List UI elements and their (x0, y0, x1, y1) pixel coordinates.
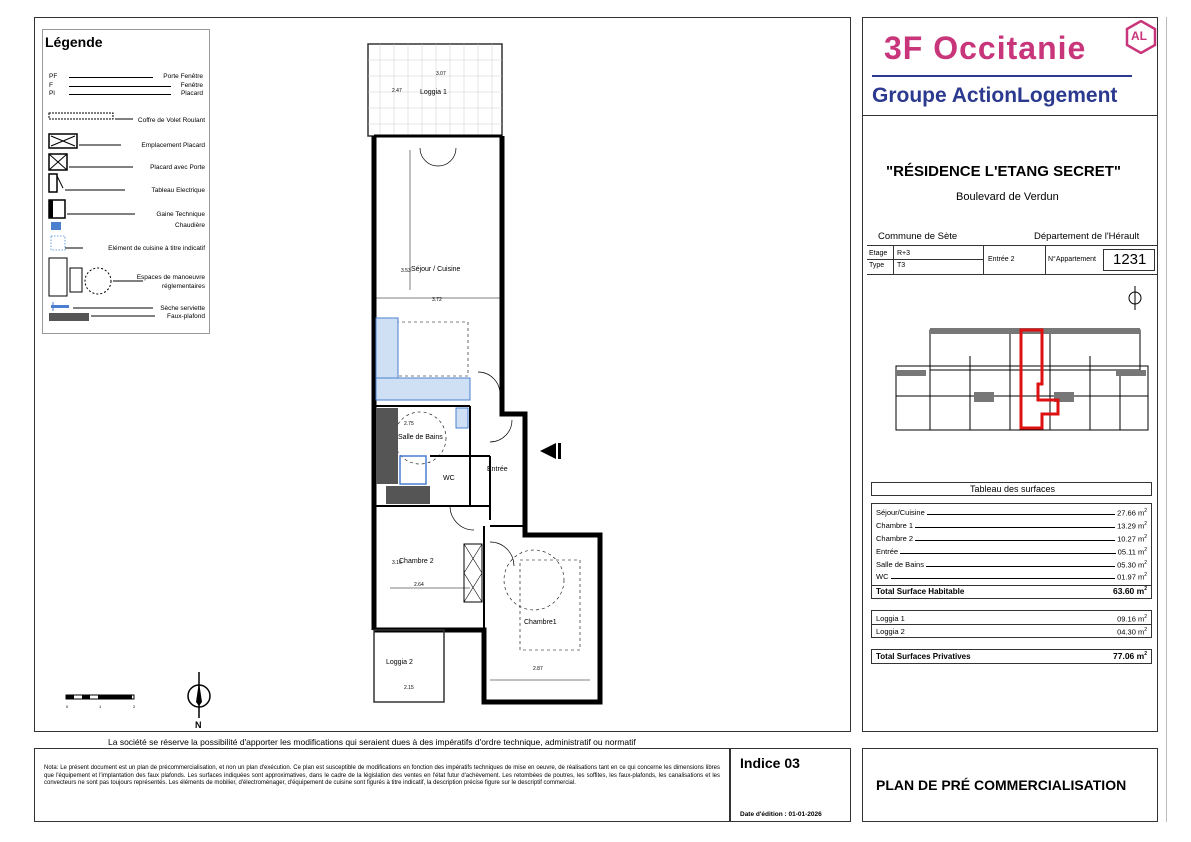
date-edition: Date d'édition : 01-01-2026 (740, 811, 822, 818)
boiler-icon (51, 222, 61, 230)
type-label: Type (869, 262, 885, 269)
brand-group: Groupe ActionLogement (872, 84, 1118, 107)
legend-title: Légende (45, 34, 103, 50)
legend-label: Coffre de Volet Roulant (137, 117, 205, 124)
etage-value: R+3 (897, 250, 911, 257)
legend-label: Gaine Technique (156, 211, 205, 218)
scale-tick: 0 (66, 704, 69, 709)
legend-label: Fenêtre (180, 82, 203, 89)
legend-label: réglementaires (162, 283, 205, 290)
legend-label: Chaudière (175, 222, 205, 229)
brand-name: 3F Occitanie (884, 30, 1087, 66)
room-label: Entrée (487, 466, 508, 473)
brand-badge: AL (1131, 29, 1147, 43)
room-label: Loggia 1 (420, 89, 447, 96)
legend-label: Elément de cuisine à titre indicatif (108, 245, 205, 252)
surfaces-box (871, 503, 1152, 599)
technical-duct-icon (49, 200, 65, 218)
legend-panel (42, 29, 210, 334)
north-compass-icon (186, 672, 212, 722)
footer-title: PLAN DE PRÉ COMMERCIALISATION (876, 777, 1127, 793)
entrance-arrow-icon (540, 443, 564, 459)
north-small-icon (1127, 286, 1143, 318)
scale-bar (64, 694, 144, 704)
surface-row: Chambre 1 13.29 $m^2$ (876, 521, 1147, 531)
room-dim: 2.64 (414, 582, 424, 588)
room-label: Chambre1 (524, 619, 557, 626)
room-label: Loggia 2 (386, 659, 413, 666)
appt-number: 1231 (1113, 251, 1147, 268)
electrical-panel-icon (49, 174, 63, 192)
disclaimer: La société se réserve la possibilité d'apporter les modifications qui seraient dues à des impératifs d'ordre technique, administratif ou normatif (108, 737, 636, 747)
scale-tick: 2 (133, 704, 136, 709)
total-privatives-label: Total Surfaces Privatives (876, 652, 971, 661)
room-label: Salle de Bains (398, 434, 443, 441)
surface-row: Salle de Bains 05.30 $m^2$ (876, 560, 1147, 570)
room-label: Séjour / Cuisine (411, 266, 461, 273)
total-privatives-value: 77.06 $m^2$ (1113, 651, 1147, 661)
legend-label: Placard avec Porte (150, 164, 205, 171)
surface-row: Chambre 2 10.27 $m^2$ (876, 534, 1147, 544)
room-label: Chambre 2 (399, 558, 434, 565)
scale-tick: 1 (99, 704, 102, 709)
room-dim: 3.53 (401, 268, 411, 274)
legend-label: Emplacement Placard (141, 142, 205, 149)
room-label: WC (443, 475, 455, 482)
total-privatives-box (871, 649, 1152, 664)
manoeuvre-space-icon (49, 258, 111, 296)
room-dim: 2.75 (404, 421, 414, 427)
commune: Commune de Sète (878, 231, 958, 242)
legend-code: PF (49, 73, 58, 80)
loggias-box (871, 610, 1152, 638)
key-plan (890, 326, 1152, 434)
legend-label: Placard (180, 90, 203, 97)
north-label: N (195, 720, 202, 730)
loggia-row: Loggia 1 09.16 $m^2$ (876, 614, 1147, 624)
departement: Département de l'Hérault (1034, 231, 1140, 242)
total-habitable-label: Total Surface Habitable (876, 587, 965, 596)
surface-row: Entrée 05.11 $m^2$ (876, 547, 1147, 557)
legend-label: Porte Fenêtre (163, 73, 203, 80)
project-title: "RÉSIDENCE L'ETANG SECRET" (886, 163, 1122, 180)
room-dim: 2.47 (392, 88, 402, 94)
surface-row: Séjour/Cuisine 27.66 $m^2$ (876, 508, 1147, 518)
legend-code: F (49, 82, 53, 89)
floor-plan (360, 40, 610, 710)
loggia-row: Loggia 2 04.30 $m^2$ (876, 627, 1147, 637)
legend-code: Pl (49, 90, 55, 97)
room-dim: 3.07 (436, 71, 446, 77)
etage-label: Etage (869, 250, 888, 257)
total-habitable-value: 63.60 $m^2$ (1113, 586, 1147, 596)
closet-door-icon (49, 154, 67, 170)
legend-label: Faux-plafond (167, 313, 205, 320)
kitchen-element-icon (51, 236, 65, 250)
legend-label: Espaces de manoeuvre (136, 274, 205, 281)
closet-location-icon (49, 134, 77, 148)
surface-row: WC 01.97 $m^2$ (876, 572, 1147, 582)
indice: Indice 03 (740, 755, 800, 771)
surfaces-title: Tableau des surfaces (970, 484, 1056, 494)
project-address: Boulevard de Verdun (956, 191, 1059, 203)
appt-label: N°Appartement (1048, 256, 1096, 263)
room-dim: 2.15 (404, 685, 414, 691)
false-ceiling-icon (49, 313, 89, 321)
legend-label: Sèche serviette (160, 305, 205, 312)
room-dim: 3.72 (432, 297, 442, 303)
room-dim: 3.16 (392, 560, 402, 566)
room-dim: 2.87 (533, 666, 543, 672)
note-text: Nota: Le présent document est un plan de précommercialisation, et non un plan d'exécution. Ce plan est susceptible de modifications en fonction des impératifs techniques de mise en oeuvre, de réalisations tant en ce qui concerne les dimensions libres que l'équipement et l'implantation des faux plafonds. Les surfaces indiquées sont approximatives, dans le cadre de la législation des ventes en l'état futur d'achèvement. Les retombées de poutres, les soffites, les faux-plafonds, les canalisations et les convecteurs ne sont pas toujours représentés. Les éléments de mobilier, d'électroménager, d'équipement de cuisine sont figurés à titre indicatif, la description précise figure sur le descriptif commercial. (44, 765, 720, 786)
legend-label: Tableau Electrique (151, 187, 205, 194)
type-value: T3 (897, 262, 906, 269)
entree-value: Entrée 2 (988, 256, 1015, 263)
shutter-box-icon (49, 113, 113, 119)
towel-dryer-icon (51, 302, 69, 311)
